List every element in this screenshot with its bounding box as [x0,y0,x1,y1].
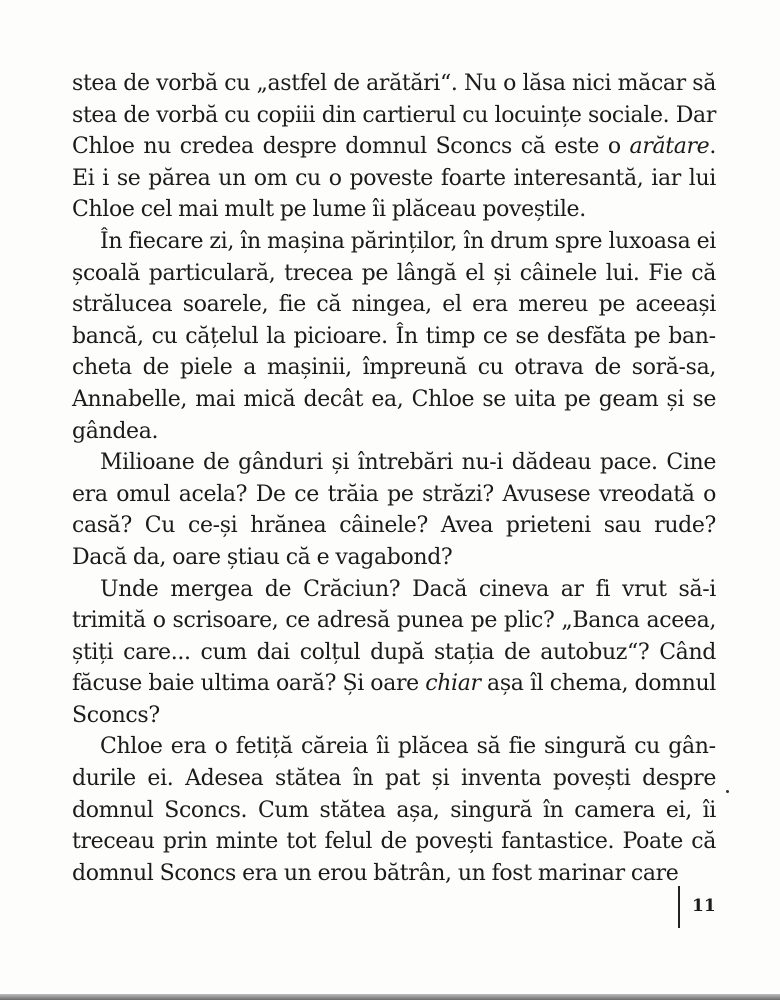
text-run: . Ei i se părea un om cu o poveste foarte interesantă, iar lui Chloe cel mai mult pe lume îi plăceau poveștile. [72,134,716,223]
page-bottom-edge [0,994,780,1000]
paragraph [72,226,716,447]
text-run: stea de vorbă cu „astfel de arătări“. Nu o lăsa nici măcar să stea de vorbă cu copiii din cartierul cu locuințe sociale. Dar Chloe nu credea despre domnul Sconcs că este o [72,71,716,160]
paragraph [72,731,716,889]
text-run: În fiecare zi, în mașina părinților, în drum spre luxoasa ei școală particulară, trecea pe lângă el și câinele lui. Fie că strălucea soarele, fie că ningea, el era mereu pe aceeași bancă, cu cățelul la picioare. În timp ce se desfăta pe bancheta de piele a mașinii, împreună cu otrava de soră-sa, Annabelle, mai mică decât ea, Chloe se uita pe geam și se gândea. [72,228,716,444]
paragraph [72,68,716,226]
folio-rule [678,886,680,928]
paragraph [72,574,716,732]
page-number: 11 [692,896,716,916]
italic-word: chiar [425,671,481,697]
text-run: Milioane de gânduri și întrebări nu-i dădeau pace. Cine era omul acela? De ce trăia pe străzi? Avusese vreodată o casă? Cu ce-și hrănea câinele? Avea prieteni sau rude? Dacă da, oare știau că e vagabond? [72,450,716,570]
italic-word: arătare [629,134,710,160]
body-text [72,68,716,889]
text-run: așa îl chema, domnul Sconcs? [72,671,716,728]
paragraph [72,447,716,573]
print-speck [726,790,729,793]
text-run: Unde mergea de Crăciun? Dacă cineva ar fi vrut să-i trimită o scrisoare, ce adresă punea pe plic? „Banca aceea, știți care... cum dai colțul după stația de autobuz“? Când făcuse baie ultima oară? Și oare [72,576,716,697]
text-run: Chloe era o fetiță căreia îi plăcea să fie singură cu gândurile ei. Adesea stătea în pat și inventa povești despre domnul Sconcs. Cum stătea așa, singură în camera ei, îi treceau prin minte tot felul de povești fantastice. Poate că domnul Sconcs era un erou bătrân, un fost marinar care [72,734,716,886]
